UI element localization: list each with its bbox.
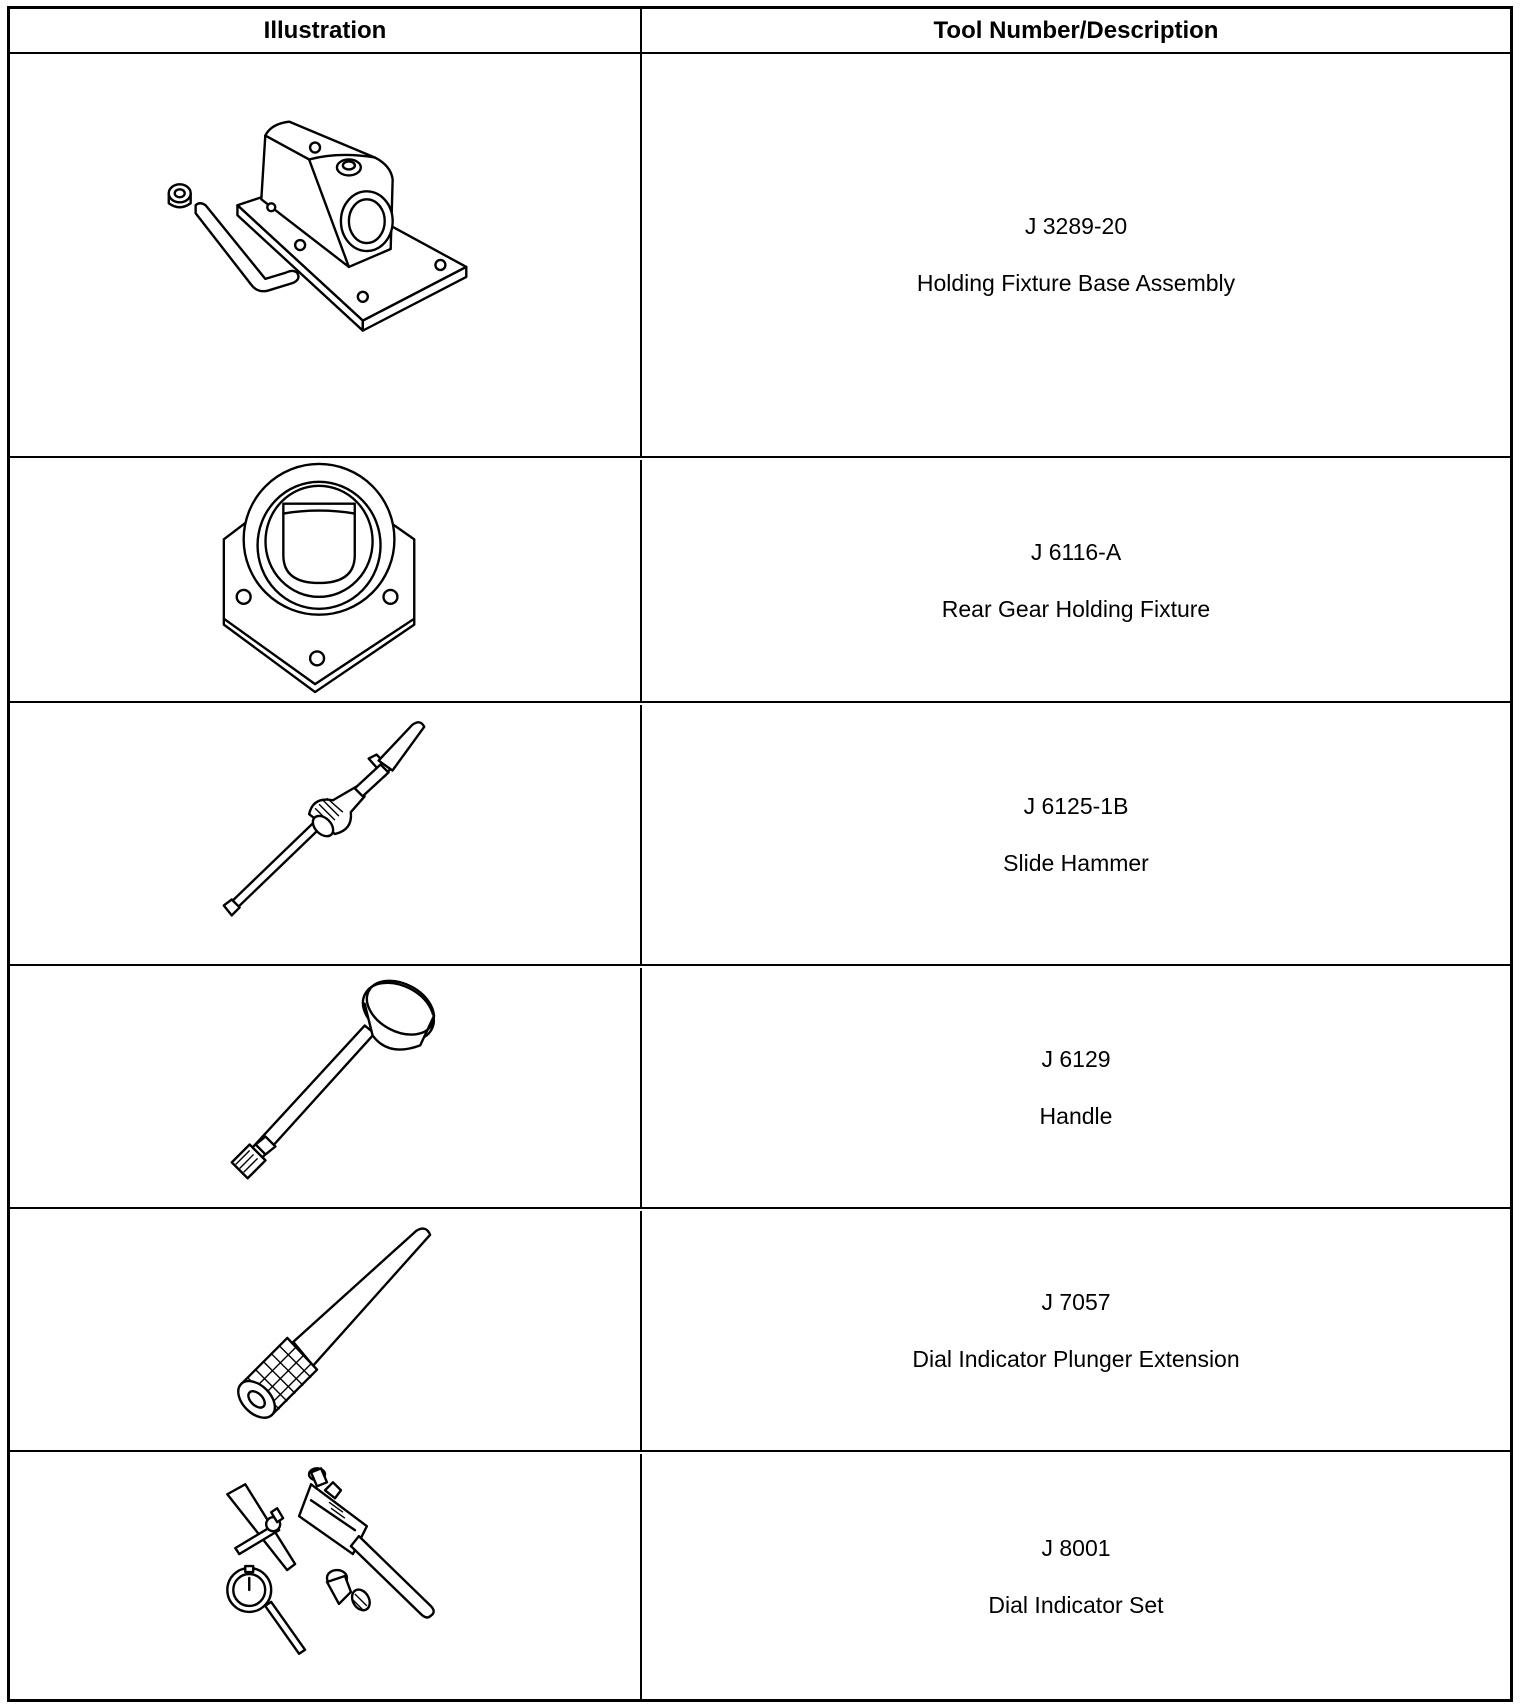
header-illustration: Illustration [10, 9, 642, 52]
tool-cell [642, 54, 1510, 456]
tool-description: Holding Fixture Base Assembly [916, 270, 1236, 296]
tool-cell [642, 1211, 1510, 1450]
tools-table [7, 6, 1513, 1702]
tool-number: J 6129 [1041, 1045, 1111, 1072]
illustration-cell [10, 705, 642, 964]
tool-description: Rear Gear Holding Fixture [941, 595, 1211, 622]
table-row [10, 705, 1510, 966]
illustration-cell [10, 54, 642, 456]
illustration-cell [10, 968, 642, 1207]
plunger-extension-icon [10, 1211, 640, 1450]
illustration-cell [10, 460, 642, 701]
holding-fixture-base-icon [10, 54, 640, 456]
rear-gear-holding-fixture-icon [10, 460, 640, 701]
table-row [10, 1454, 1510, 1699]
illustration-cell [10, 1211, 642, 1450]
handle-icon [10, 968, 640, 1207]
tool-cell [642, 1454, 1510, 1699]
header-tool-number-description: Tool Number/Description [933, 16, 1219, 44]
tool-number: J 6125-1B [1023, 792, 1129, 819]
table-row [10, 54, 1510, 458]
tool-cell [642, 705, 1510, 964]
table-row [10, 1211, 1510, 1452]
illustration-cell [10, 1454, 642, 1699]
table-header [10, 9, 1510, 54]
table-row [10, 460, 1510, 703]
tool-description: Dial Indicator Set [988, 1591, 1164, 1618]
tool-number: J 6116-A [1030, 538, 1122, 565]
tool-description: Handle [1039, 1102, 1113, 1129]
tool-number: J 8001 [1041, 1534, 1111, 1561]
tool-cell [642, 460, 1510, 701]
tool-description: Slide Hammer [1003, 849, 1149, 876]
tool-cell [642, 968, 1510, 1207]
tool-number: J 7057 [1041, 1288, 1111, 1315]
table-row [10, 968, 1510, 1209]
slide-hammer-icon [10, 705, 640, 964]
tool-number: J 3289-20 [1024, 213, 1128, 239]
dial-indicator-set-icon [10, 1454, 640, 1699]
tool-description: Dial Indicator Plunger Extension [912, 1345, 1240, 1372]
